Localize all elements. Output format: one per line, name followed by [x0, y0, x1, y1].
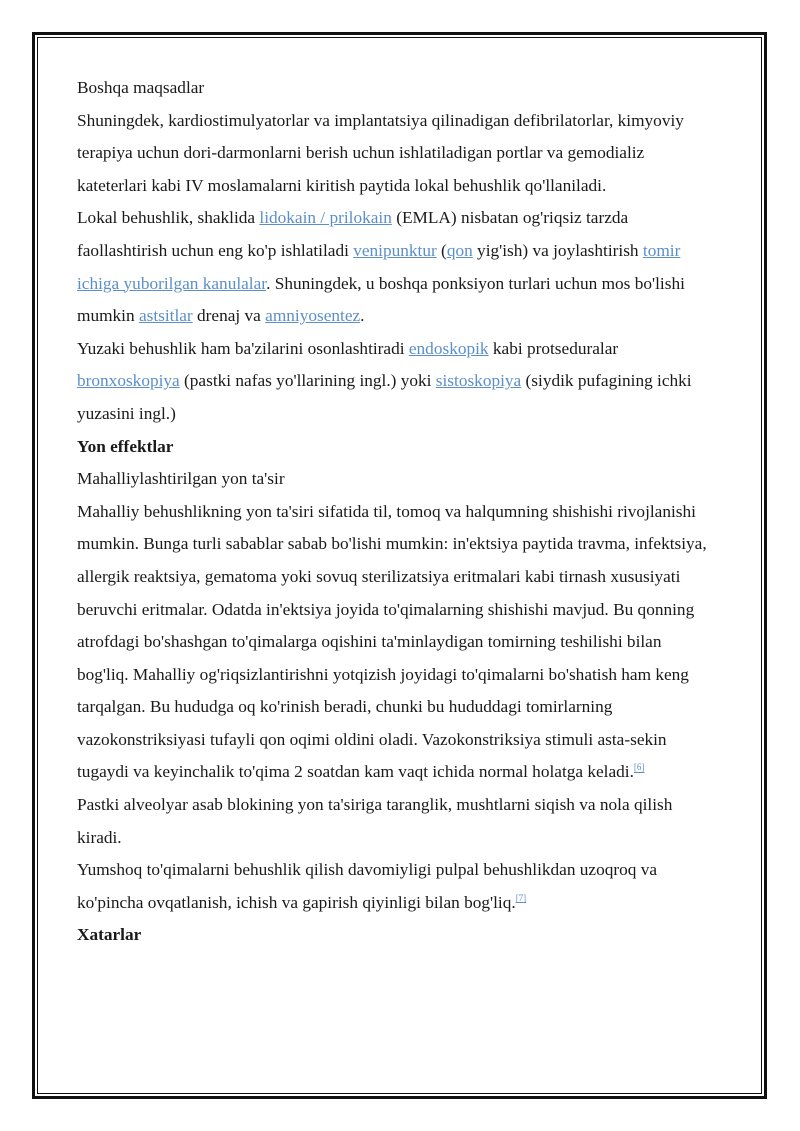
paragraph-swelling: Mahalliy behushlikning yon ta'siri sifatida til, tomoq va halqumning shishishi rivojlanishi mumkin. Bunga turli sabablar sabab bo'lishi mumkin: in'ektsiya paytida travma, infektsiya, allergik reaktsiya, gematoma yoki sovuq sterilizatsiya eritmalari kabi tirnash xususiyati beruvchi eritmalar. Odatda in'ektsiya joyida to'qimalarning shishishi mavjud. Bu qonning atrofdagi bo'shashgan to'qimalarga oqishini ta'minlaydigan tomirning teshilishi bilan bog'liq. Mahalliy og'riqsizlantirishni yotqizish joyidagi to'qimalarni bo'shatish ham keng tarqalgan. Bu hududga oq ko'rinish beradi, chunki bu hududdagi tomirlarning vazokonstriksiyasi tufayli qon oqimi oldini oladi. Vazokonstriksiya stimuli asta-sekin tugaydi va keyinchalik to'qima 2 soatdan kam vaqt ichida normal holatga keladi.[6]	[77, 501, 707, 782]
reference-6-link[interactable]: [6]	[633, 762, 645, 773]
link-venipunktur[interactable]: venipunktur	[353, 240, 437, 260]
reference-7-link[interactable]: [7]	[515, 893, 527, 904]
subheading-local-side-effects: Mahalliylashtirilgan yon ta'sir	[77, 469, 285, 489]
link-kanulalar[interactable]: tomir ichiga yuborilgan kanulalar	[77, 240, 681, 293]
paragraph-ports: Shuningdek, kardiostimulyatorlar va implantatsiya qilinadigan defibrilatorlar, kimyoviy terapiya uchun dori-darmonlarni berish uchun ishlatiladigan portlar va gemodializ kateterlari kabi IV moslamalarni kiritish paytida lokal behushlik qo'llaniladi.	[77, 110, 684, 195]
paragraph-alveolar-block: Pastki alveolyar asab blokining yon ta'siriga taranglik, mushtlarni siqish va nola qilish kiradi.	[77, 795, 673, 847]
link-qon[interactable]: qon	[446, 240, 473, 260]
link-lidokain[interactable]: lidokain / prilokain	[259, 208, 392, 228]
link-sistoskopiya[interactable]: sistoskopiya	[435, 371, 522, 391]
section-heading-other-purposes: Boshqa maqsadlar	[77, 78, 205, 97]
link-astsitlar[interactable]: astsitlar	[138, 306, 193, 326]
paragraph-soft-tissue: Yumshoq to'qimalarni behushlik qilish davomiyligi pulpal behushlikdan uzoqroq va ko'pincha ovqatlanish, ichish va gapirish qiyinligi bilan bog'liq.[7]	[77, 860, 658, 912]
link-amniyosentez[interactable]: amniyosentez	[265, 306, 361, 326]
link-endoskopik[interactable]: endoskopik	[408, 338, 489, 358]
paragraph-endoscopy: Yuzaki behushlik ham ba'zilarini osonlashtiradi endoskopik kabi protseduralar bronxoskopiya (pastki nafas yo'llarining ingl.) yoki sistoskopiya (siydik pufagining ichki yuzasini ingl.)	[77, 338, 692, 423]
link-bronxoskopiya[interactable]: bronxoskopiya	[77, 371, 180, 391]
paragraph-emla: Lokal behushlik, shaklida lidokain / prilokain (EMLA) nisbatan og'riqsiz tarzda faollashtirish uchun eng ko'p ishlatiladi venipunktur (qon yig'ish) va joylashtirish tomir ichiga yuborilgan kanulalar. Shuningdek, u boshqa ponksiyon turlari uchun mos bo'lishi mumkin astsitlar drenaj va amniyosentez.	[77, 208, 685, 326]
section-heading-risks: Xatarlar	[77, 925, 142, 945]
document-body	[77, 72, 717, 952]
section-heading-side-effects: Yon effektlar	[77, 436, 174, 456]
